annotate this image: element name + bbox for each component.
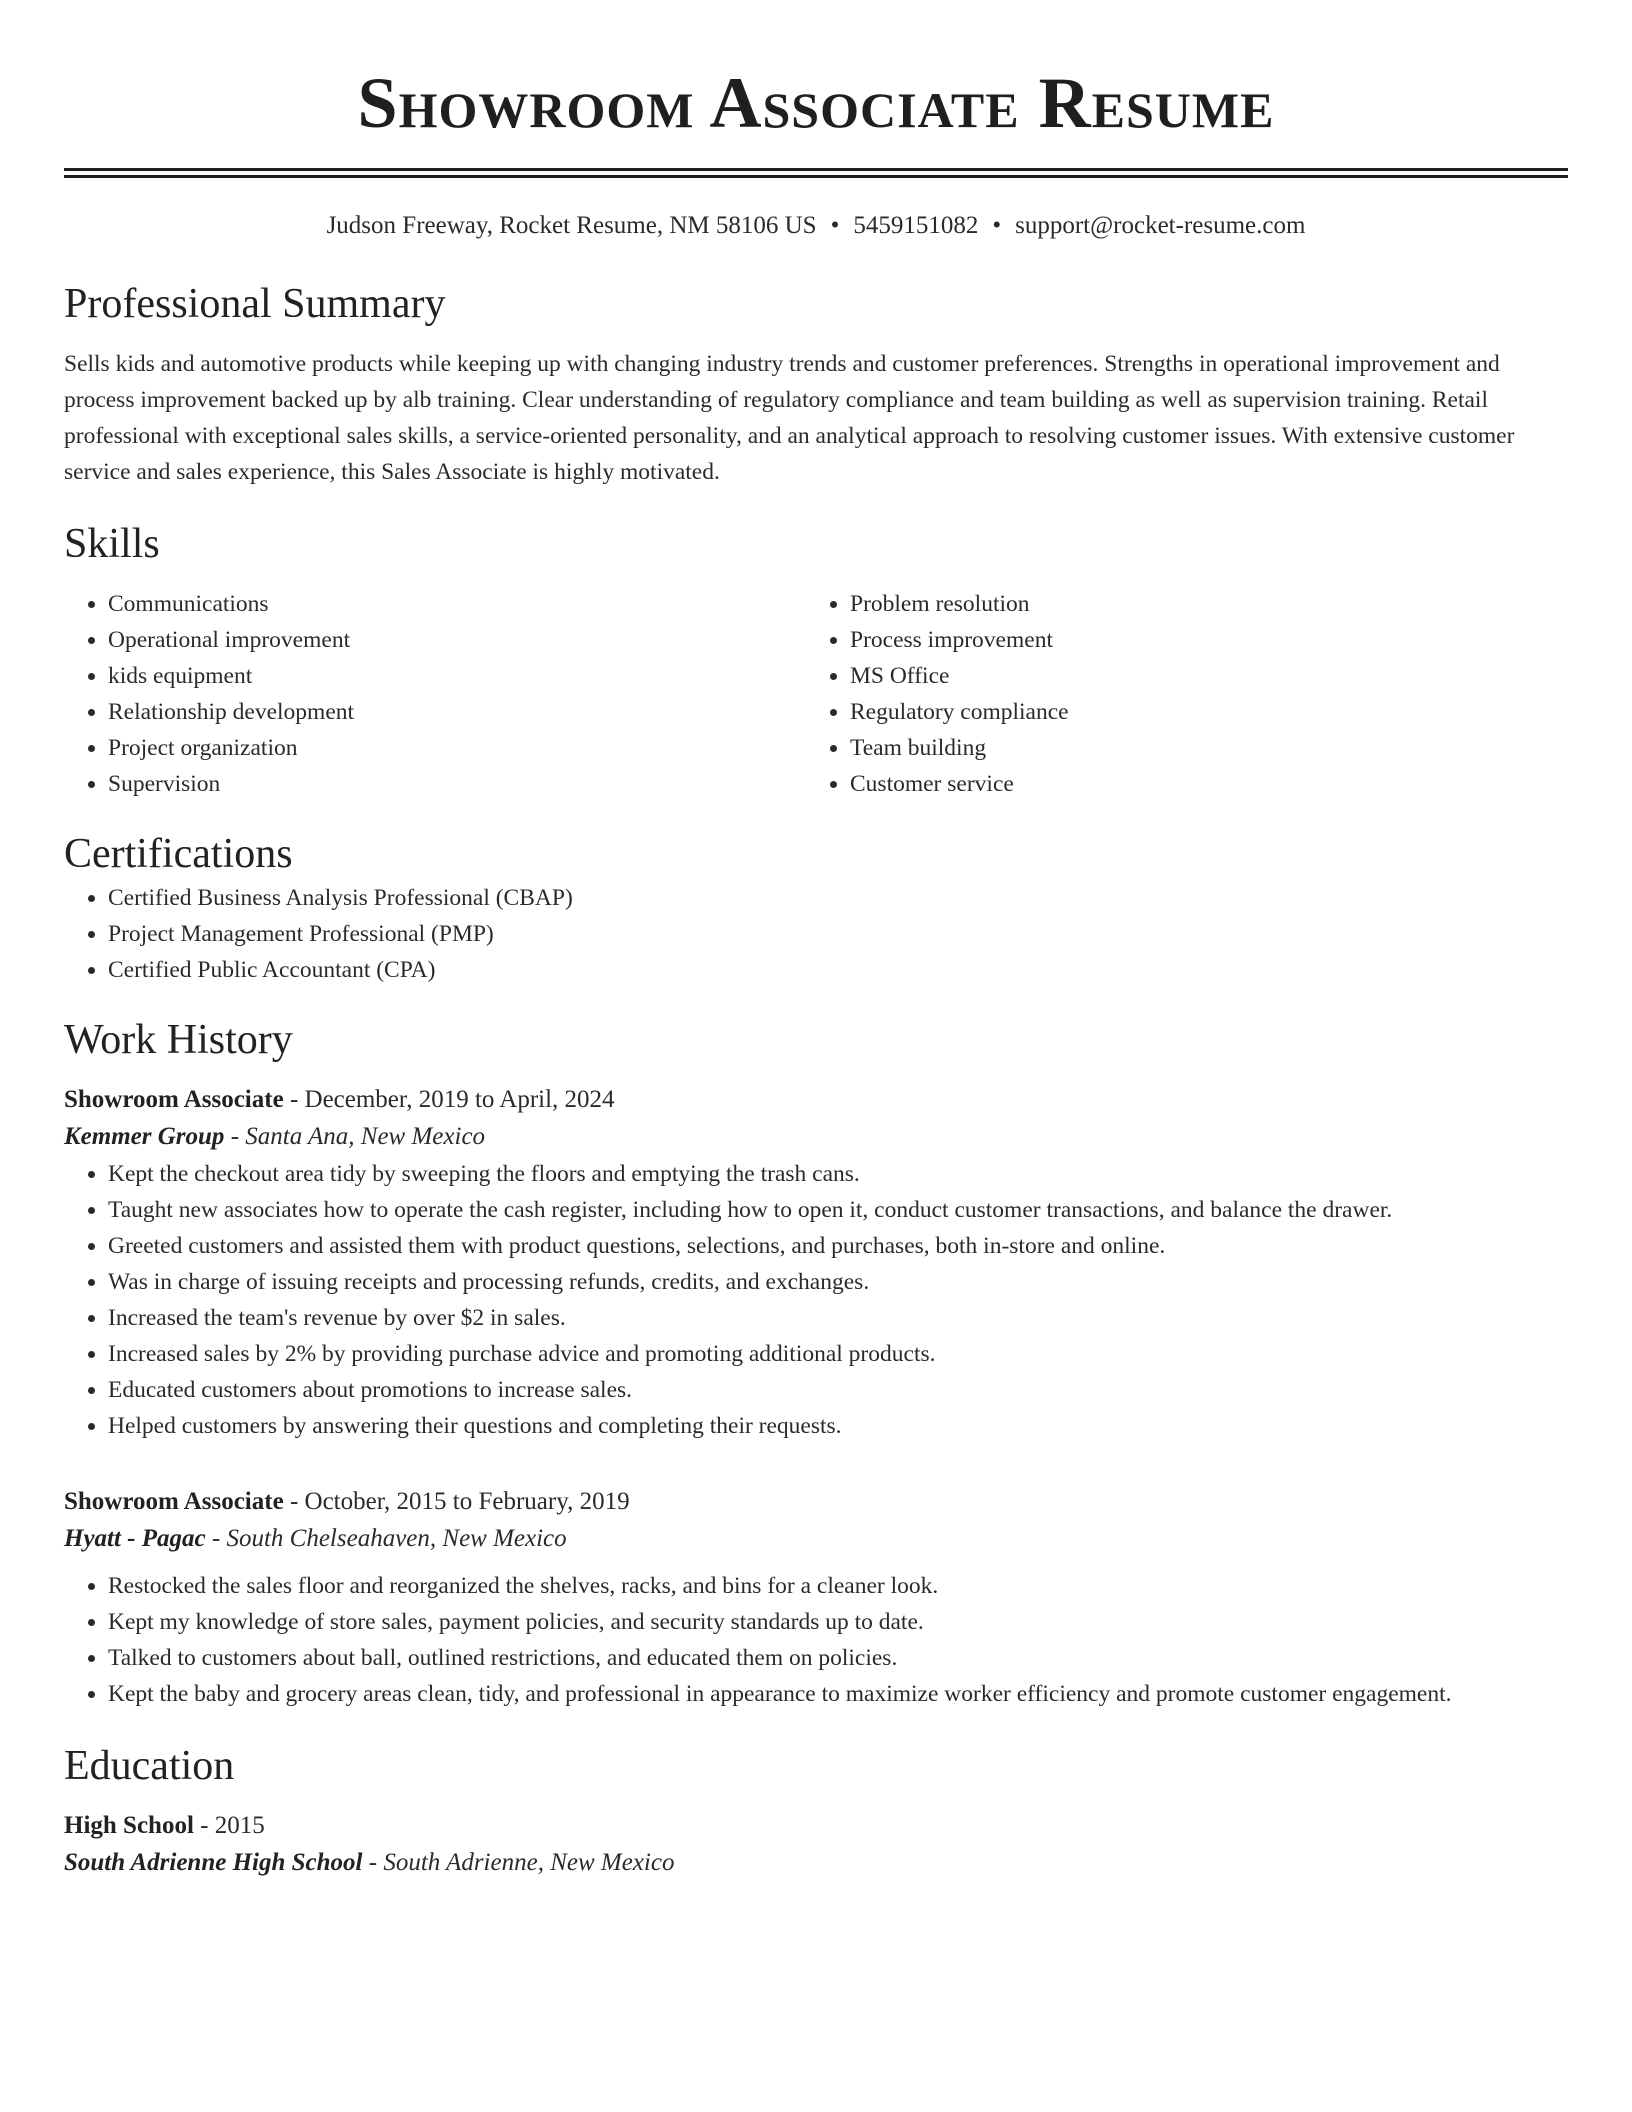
skill-item: • Customer service bbox=[850, 766, 1548, 802]
skill-item: • Communications bbox=[108, 586, 806, 622]
job-company-line bbox=[64, 1118, 1568, 1156]
education-heading: Education bbox=[64, 1743, 235, 1789]
job-entry bbox=[64, 1082, 1568, 1444]
dash-separator: - bbox=[283, 1488, 305, 1515]
job-duty-item: • Increased sales by 2% by providing purchase advice and promoting additional products. bbox=[108, 1336, 1568, 1372]
skill-item: • Team building bbox=[850, 730, 1548, 766]
job-duty-item: • Talked to customers about ball, outlined restrictions, and educated them on policies. bbox=[108, 1640, 1568, 1676]
skill-item: • Operational improvement bbox=[108, 622, 806, 658]
skill-item: • Relationship development bbox=[108, 694, 806, 730]
job-duty-item: • Increased the team's revenue by over $2 in sales. bbox=[108, 1300, 1568, 1336]
skill-item: • Supervision bbox=[108, 766, 806, 802]
title-divider bbox=[64, 168, 1568, 178]
education-school: South Adrienne High School bbox=[64, 1849, 363, 1876]
job-duty-item: • Taught new associates how to operate the cash register, including how to open it, conduct customer transactions, and balance the drawer. bbox=[108, 1192, 1568, 1228]
dash-separator: - bbox=[205, 1525, 227, 1552]
certifications-list bbox=[64, 880, 1568, 988]
education-degree: High School bbox=[64, 1812, 194, 1839]
summary-text: Sells kids and automotive products while keeping up with changing industry trends and customer preferences. Strengths in operational improvement and process improvement backed up by alb training. Clear understanding of regulatory compliance and team building as well as supervision training. Retail professional with exceptional sales skills, a service-oriented personality, and an analytical approach to resolving customer issues. With extensive customer service and sales experience, this Sales Associate is highly motivated. bbox=[64, 351, 1515, 485]
job-company: Hyatt - Pagac bbox=[64, 1525, 206, 1552]
skills-heading: Skills bbox=[64, 521, 160, 567]
skill-item: • Process improvement bbox=[850, 622, 1548, 658]
certification-item: • Project Management Professional (PMP) bbox=[108, 916, 1568, 952]
contact-email: support@rocket-resume.com bbox=[1015, 212, 1306, 239]
job-company-line bbox=[64, 1520, 1568, 1558]
job-duties-list bbox=[64, 1156, 1568, 1444]
skill-item: • Project organization bbox=[108, 730, 806, 766]
summary-heading: Professional Summary bbox=[64, 281, 446, 327]
contact-address: Judson Freeway, Rocket Resume, NM 58106 US bbox=[326, 212, 817, 239]
job-duty-item: • Restocked the sales floor and reorganized the shelves, racks, and bins for a cleaner look. bbox=[108, 1568, 1568, 1604]
skills-grid bbox=[64, 586, 1568, 802]
contact-separator: • bbox=[992, 212, 1002, 239]
education-location: South Adrienne, New Mexico bbox=[383, 1849, 675, 1876]
certification-item: • Certified Business Analysis Professional (CBAP) bbox=[108, 880, 1568, 916]
job-duty-item: • Helped customers by answering their questions and completing their requests. bbox=[108, 1408, 1568, 1444]
job-entry bbox=[64, 1484, 1568, 1712]
job-duty-item: • Kept the baby and grocery areas clean, tidy, and professional in appearance to maximize worker efficiency and promote customer engagement. bbox=[108, 1676, 1568, 1712]
education-school-line bbox=[64, 1844, 1568, 1882]
job-dates: December, 2019 to April, 2024 bbox=[304, 1086, 615, 1113]
job-duties-list bbox=[64, 1568, 1568, 1712]
skill-item: • Regulatory compliance bbox=[850, 694, 1548, 730]
education-year: 2015 bbox=[214, 1812, 265, 1839]
job-duty-item: • Kept my knowledge of store sales, payment policies, and security standards up to date. bbox=[108, 1604, 1568, 1640]
job-duty-item: • Was in charge of issuing receipts and processing refunds, credits, and exchanges. bbox=[108, 1264, 1568, 1300]
skills-list-right bbox=[806, 586, 1548, 802]
job-dates: October, 2015 to February, 2019 bbox=[304, 1488, 630, 1515]
job-role: Showroom Associate bbox=[64, 1488, 284, 1515]
job-title-line bbox=[64, 1484, 1568, 1520]
dash-separator: - bbox=[283, 1086, 305, 1113]
certifications-heading: Certifications bbox=[64, 831, 293, 877]
education-degree-line bbox=[64, 1808, 1568, 1844]
dash-separator: - bbox=[362, 1849, 384, 1876]
job-company: Kemmer Group bbox=[64, 1123, 225, 1150]
work-history-heading: Work History bbox=[64, 1017, 293, 1063]
education-entry bbox=[64, 1808, 1568, 1882]
skills-column-left bbox=[64, 586, 806, 802]
page-title: Showroom Associate Resume bbox=[357, 63, 1275, 143]
skill-item: • kids equipment bbox=[108, 658, 806, 694]
skill-item: • Problem resolution bbox=[850, 586, 1548, 622]
job-duty-item: • Kept the checkout area tidy by sweeping the floors and emptying the trash cans. bbox=[108, 1156, 1568, 1192]
job-location: South Chelseahaven, New Mexico bbox=[226, 1525, 567, 1552]
job-duty-item: • Greeted customers and assisted them with product questions, selections, and purchases, both in-store and online. bbox=[108, 1228, 1568, 1264]
skill-item: • MS Office bbox=[850, 658, 1548, 694]
job-duty-item: • Educated customers about promotions to increase sales. bbox=[108, 1372, 1568, 1408]
job-location: Santa Ana, New Mexico bbox=[245, 1123, 486, 1150]
job-role: Showroom Associate bbox=[64, 1086, 284, 1113]
skills-column-right bbox=[806, 586, 1548, 802]
skills-list-left bbox=[64, 586, 806, 802]
certification-item: • Certified Public Accountant (CPA) bbox=[108, 952, 1568, 988]
dash-separator: - bbox=[193, 1812, 215, 1839]
contact-phone: 5459151082 bbox=[853, 212, 979, 239]
contact-line bbox=[64, 210, 1568, 242]
contact-separator: • bbox=[830, 212, 840, 239]
dash-separator: - bbox=[224, 1123, 246, 1150]
job-title-line bbox=[64, 1082, 1568, 1118]
